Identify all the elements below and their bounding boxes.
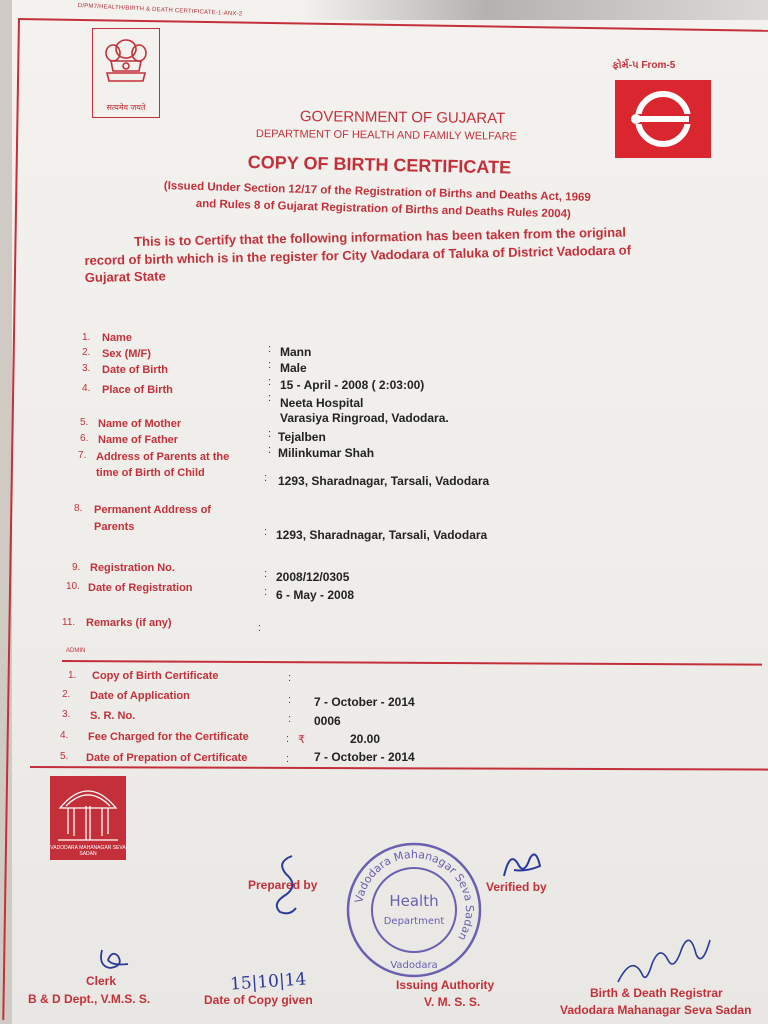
admin-value-date-of-preparation: 7 - October - 2014 — [314, 750, 415, 764]
field-number: 11. — [62, 617, 76, 628]
emblem-caption: सत्यमेव जयते — [106, 103, 146, 112]
date-of-copy-label: Date of Copy given — [204, 993, 313, 1007]
field-number: 3. — [82, 363, 91, 374]
health-logo-icon — [615, 80, 711, 158]
colon: : — [268, 392, 272, 404]
field-value-date-of-registration: 6 - May - 2008 — [276, 588, 355, 602]
colon: : — [264, 472, 268, 484]
field-label-permanent-address-line2: Parents — [94, 521, 135, 533]
verified-by-label: Verified by — [486, 880, 547, 894]
admin-value-date-of-application: 7 - October - 2014 — [314, 695, 415, 709]
field-label-place-of-birth: Place of Birth — [102, 384, 173, 396]
colon: : — [264, 568, 268, 580]
lion-capital-icon — [93, 29, 159, 99]
verified-signature — [496, 846, 546, 886]
certify-line2: record of birth which is in the register for City Vadodara of Taluka of District Vadodara of — [84, 242, 632, 268]
admin-field-number: 3. — [62, 709, 71, 720]
clerk-signature — [96, 944, 132, 974]
banyan-tree-icon — [50, 776, 126, 846]
colon: : — [264, 526, 268, 538]
admin-label-fee: Fee Charged for the Certificate — [88, 731, 249, 743]
colon: : — [286, 733, 290, 745]
admin-value-fee: 20.00 — [350, 732, 381, 746]
stamp-center-line2: Department — [383, 916, 445, 927]
field-number: 5. — [80, 417, 89, 428]
field-number: 2. — [82, 347, 91, 358]
issued-under-line1: (Issued Under Section 12/17 of the Registration of Births and Deaths Act, 1969 — [163, 180, 591, 204]
colon: : — [288, 672, 292, 684]
colon: : — [268, 376, 272, 388]
admin-label-date-of-application: Date of Application — [90, 690, 190, 702]
rupee-icon: ₹ — [298, 734, 305, 746]
health-logo — [615, 80, 711, 158]
certify-line3: Gujarat State — [84, 268, 166, 286]
admin-field-number: 1. — [68, 670, 77, 681]
admin-field-number: 5. — [60, 751, 69, 762]
colon: : — [286, 753, 290, 765]
colon: : — [288, 694, 292, 706]
field-value-name: Mann — [280, 345, 312, 359]
shadow — [300, 0, 768, 20]
form-number: ફોર્મ-૫ From-5 — [612, 60, 676, 71]
field-value-date-of-birth: 15 - April - 2008 ( 2:03:00) — [280, 378, 425, 392]
colon: : — [268, 359, 272, 371]
admin-field-number: 4. — [60, 730, 69, 741]
certify-line1: This is to Certify that the following information has been taken from the original — [134, 224, 627, 250]
form-code: D/PM7/HEALTH/BIRTH & DEATH CERTIFICATE-1-ANX-2 — [77, 3, 243, 18]
registrar-org: Vadodara Mahanagar Seva Sadan — [560, 1003, 752, 1017]
field-value-father: Milinkumar Shah — [278, 446, 375, 460]
health-department-stamp — [344, 840, 484, 980]
registrar-label: Birth & Death Registrar — [590, 986, 723, 1000]
field-number: 6. — [80, 433, 89, 444]
colon: : — [268, 428, 272, 440]
field-number: 1. — [82, 332, 91, 343]
field-value-address-at-birth: 1293, Sharadnagar, Tarsali, Vadodara — [278, 474, 490, 488]
field-number: 7. — [78, 450, 87, 461]
admin-label: ADMIN — [66, 648, 86, 654]
field-value-sex: Male — [280, 361, 307, 375]
issued-under-line2: and Rules 8 of Gujarat Registration of Births and Deaths Rules 2004) — [195, 198, 571, 221]
prepared-by-label: Prepared by — [248, 878, 318, 892]
field-label-mother: Name of Mother — [98, 418, 182, 430]
field-label-father: Name of Father — [98, 434, 179, 446]
field-number: 10. — [66, 581, 80, 592]
vmss-caption: VADODARA MAHANAGAR SEVA SADAN — [50, 845, 126, 857]
field-value-place-of-birth: Neeta Hospital — [280, 396, 364, 410]
handwritten-date: 15|10|14 — [229, 969, 307, 995]
field-value-registration-no: 2008/12/0305 — [276, 570, 350, 584]
colon: : — [268, 343, 272, 355]
field-label-name: Name — [102, 332, 132, 344]
admin-label-copy: Copy of Birth Certificate — [92, 670, 219, 682]
field-number: 8. — [74, 503, 83, 514]
field-number: 9. — [72, 562, 81, 573]
field-label-permanent-address: Permanent Address of — [94, 504, 211, 516]
registrar-signature — [612, 924, 722, 990]
field-label-address-at-birth: Address of Parents at the — [96, 451, 230, 463]
field-value-permanent-address: 1293, Sharadnagar, Tarsali, Vadodara — [276, 528, 488, 542]
clerk-department: B & D Dept., V.M.S. S. — [28, 992, 151, 1006]
stamp-center-line1: Health — [389, 892, 439, 910]
admin-label-sr-no: S. R. No. — [90, 710, 136, 722]
field-value-mother: Tejalben — [278, 430, 326, 444]
header-department: DEPARTMENT OF HEALTH AND FAMILY WELFARE — [255, 128, 517, 143]
admin-value-sr-no: 0006 — [314, 714, 341, 728]
admin-field-number: 2. — [62, 689, 71, 700]
field-value-place-of-birth-line2: Varasiya Ringroad, Vadodara. — [280, 411, 449, 425]
stamp-bottom-text: Vadodara — [390, 960, 438, 971]
field-label-date-of-birth: Date of Birth — [102, 364, 168, 376]
header-government: GOVERNMENT OF GUJARAT — [299, 108, 506, 128]
clerk-label: Clerk — [86, 974, 117, 988]
prepared-signature — [266, 852, 306, 918]
field-label-sex: Sex (M/F) — [102, 348, 151, 360]
field-number: 4. — [82, 383, 91, 394]
vmss-logo — [50, 776, 126, 860]
colon: : — [258, 622, 262, 634]
field-label-remarks: Remarks (if any) — [86, 617, 172, 629]
national-emblem — [92, 28, 160, 118]
colon: : — [288, 713, 292, 725]
issuing-authority-label: Issuing Authority — [396, 978, 495, 992]
issuing-authority-org: V. M. S. S. — [424, 995, 481, 1009]
colon: : — [264, 586, 268, 598]
stamp-ring-text: Vadodara Mahanagar Seva Sadan — [352, 847, 477, 943]
field-label-address-at-birth-line2: time of Birth of Child — [96, 467, 205, 479]
field-label-date-of-registration: Date of Registration — [88, 582, 193, 594]
colon: : — [268, 444, 272, 456]
certificate-title: COPY OF BIRTH CERTIFICATE — [247, 152, 512, 178]
admin-label-date-of-preparation: Date of Prepation of Certificate — [86, 752, 248, 764]
field-label-registration-no: Registration No. — [90, 562, 175, 574]
